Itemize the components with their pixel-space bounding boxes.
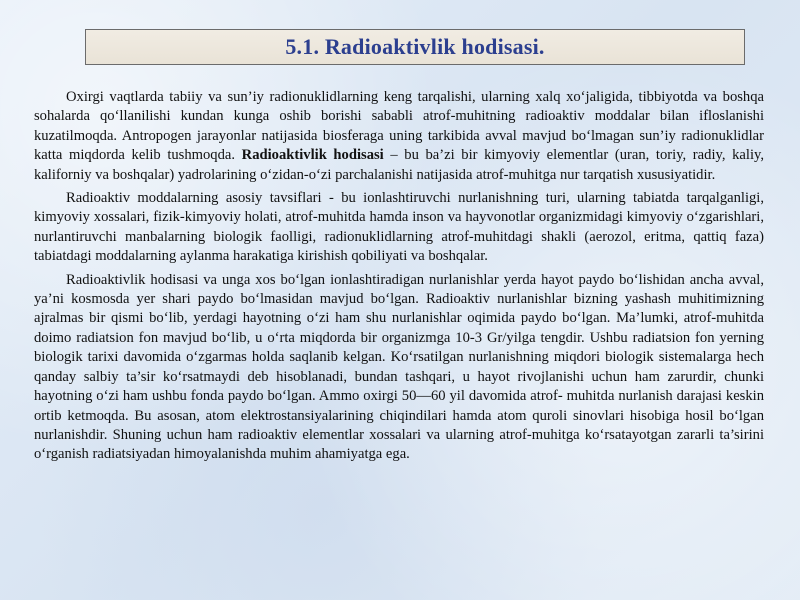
paragraph-1-definition: – bu ba’zi bir kimyoviy elementlar (uran, toriy, radiy, kaliy, kaliforniy va boshqalar) yadrolarining o‘zidan-o‘zi parchalanishi natijasida atrof-muhitga nur tarqatish xususiyatidir. <box>34 147 764 183</box>
paragraph-1 <box>34 88 764 185</box>
document-body <box>34 88 764 469</box>
term-radioaktivlik-hodisasi: Radioaktivlik hodisasi <box>241 147 384 164</box>
page-title: 5.1. Radioaktivlik hodisasi. <box>285 34 545 59</box>
paragraph-3: Radioaktivlik hodisasi va unga xos bo‘lgan ionlashtiradigan nurlanishlar yerda hayot paydo bo‘lishidan ancha avval, ya’ni kosmosda yer shari paydo bo‘lmasidan mavjud bo‘lgan. Radioaktiv nurlanishlar bizning yashash muhitimizning ajralmas bir qismi bo‘lib, yerdagi hayotning o‘zi ham shu nurlanishlar oqimida paydo bo‘lgan. Ma’lumki, atrof-muhitda doimo radiatsion fon mavjud bo‘lib, u o‘rta miqdorda bir organizmga 10-3 Gr/yilga tengdir. Ushbu radiatsion fon yerning biologik tarixi davomida o‘zgarmas holda saqlanib kelgan. Ko‘rsatilgan nurlanishning miqdori biologik sistemalarga hech qanday salbiy ta’sir ko‘rsatmaydi deb hisoblanadi, bundan tashqari, u hayot rivojlanishi uchun ham zarurdir, chunki hayotning o‘zi ham ushbu fonda paydo bo‘lgan. Ammo oxirgi 50—60 yil davomida atrof- muhitda nurlanish darajasi keskin ortib ketmoqda. Bu asosan, atom elektrostansiyalarining chiqindilari hamda atom quroli sinovlari hisobiga hosil bo‘lgan nurlanishdir. Shuning uchun ham radioaktiv elementlar xossalari va ularning atrof-muhitga ko‘rsatayotgan zararli ta’sirini o‘rganish radiatsiyadan himoyalanishda muhim ahamiyatga ega. <box>34 271 764 463</box>
paragraph-1-intro: Oxirgi vaqtlarda tabiiy va sun’iy radionuklidlarning keng tarqalishi, ularning xalq xo‘jaligida, tibbiyotda va boshqa sohalarda qo‘llanilishi kundan kunga oshib borishi sababli atrof-muhitning radioaktiv moddalar bilan ifloslanishi kuzatilmoqda. Antropogen jarayonlar natijasida biosferaga uning tarkibida avval mavjud bo‘lmagan sun’iy radionuklidlar katta miqdorda kelib tushmoqda. <box>34 89 764 164</box>
title-box <box>85 29 745 65</box>
paragraph-2: Radioaktiv moddalarning asosiy tavsiflari - bu ionlashtiruvchi nurlanishning turi, ularning tabiatda tarqalganligi, kimyoviy xossalari, fizik-kimyoviy holati, atrof-muhitda hamda inson va hayvonotlar organizmidagi kimyoviy o‘zgarishlari, nurlantiruvchi manbalarning biologik faolligi, radionuklidlarning atrof-muhitdagi shakli (aerozol, eritma, qattiq faza) tabiatdagi moddalarning aylanma harakatiga kirishish qobiliyati va boshqalar. <box>34 190 764 265</box>
